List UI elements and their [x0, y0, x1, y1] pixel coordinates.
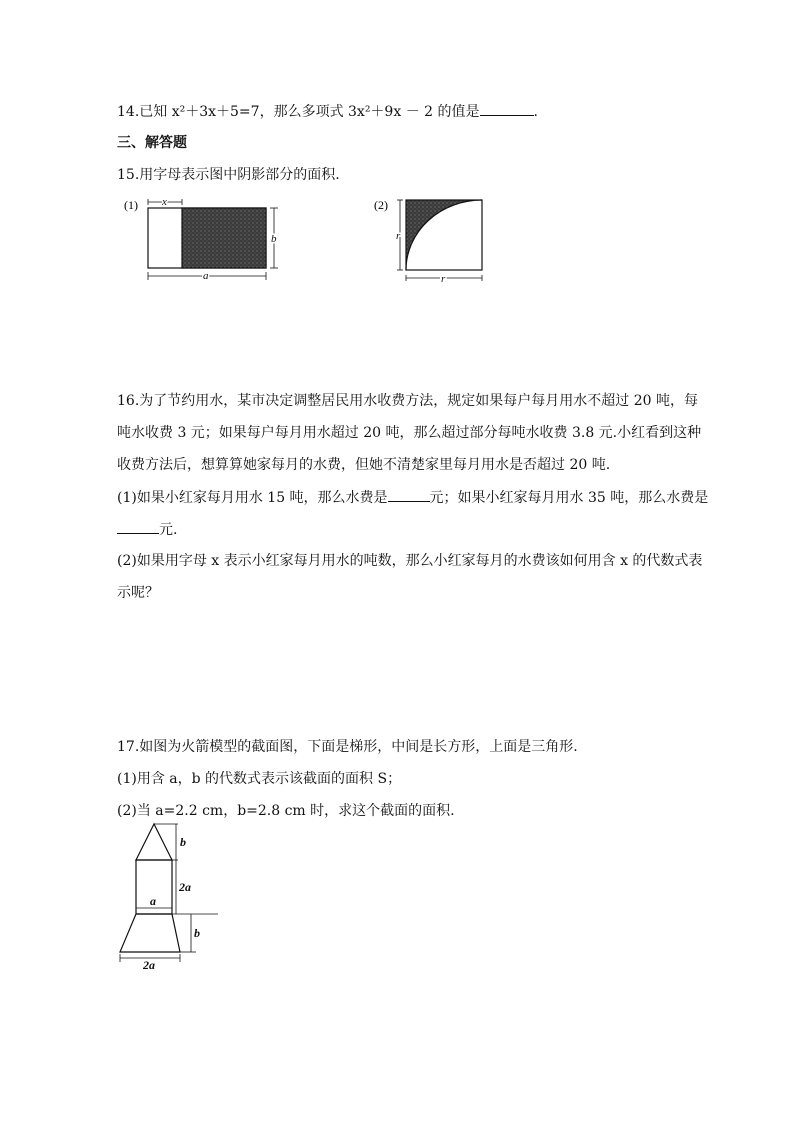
dim-bot-b-label: b	[194, 926, 200, 940]
part-1-text-c: 元.	[159, 522, 178, 538]
answer-blank	[117, 519, 159, 534]
rocket-trapezoid	[120, 914, 180, 952]
dim-b-label: b	[271, 233, 277, 245]
question-17-part-2: (2)当 a=2.2 cm，b=2.8 cm 时，求这个截面的面积.	[117, 803, 455, 819]
question-16-part-2-line-2: 示呢？	[117, 585, 159, 601]
dim-top-b-label: b	[180, 835, 186, 849]
rocket-triangle	[136, 824, 172, 860]
question-16-part-1	[117, 487, 708, 508]
figure-label-1: (1)	[124, 198, 138, 212]
question-14	[117, 101, 538, 122]
answer-blank	[388, 487, 430, 502]
dim-bot-2a-label: 2a	[143, 958, 155, 972]
shaded-region	[182, 208, 266, 268]
part-1-text-a: (1)如果小红家每月用水 15 吨，那么水费是	[117, 490, 388, 506]
dim-r-side-label: r	[396, 230, 401, 242]
question-16-line-2: 吨水收费 3 元；如果每户每月用水超过 20 吨，那么超过部分每吨水收费 3.8 元.小红看到这种	[117, 425, 702, 441]
rocket-figure	[116, 820, 226, 970]
dim-mid-2a-label: 2a	[179, 880, 191, 894]
figure-label-2: (2)	[374, 198, 388, 212]
question-17-part-1: (1)用含 a，b 的代数式表示该截面的面积 S；	[117, 771, 402, 787]
figure-15-1	[124, 194, 284, 284]
dim-x-label: x	[162, 196, 167, 208]
dim-mid-a-label: a	[150, 894, 156, 908]
part-1-text-b: 元；如果小红家每月用水 35 吨，那么水费是	[429, 490, 709, 506]
shaded-region	[406, 200, 482, 270]
question-14-text: 14.已知 x²＋3x＋5=7，那么多项式 3x²＋9x － 2 的值是	[117, 104, 480, 120]
figure-15-2	[374, 194, 494, 286]
question-15-text: 15.用字母表示图中阴影部分的面积.	[117, 167, 340, 183]
dim-r-bottom-label: r	[441, 273, 446, 285]
question-16-line-3: 收费方法后，想算算她家每月的水费，但她不清楚家里每月用水是否超过 20 吨.	[117, 457, 611, 473]
question-16-line-1: 16.为了节约用水，某市决定调整居民用水收费方法，规定如果每户每月用水不超过 20 吨，每	[117, 393, 698, 409]
question-14-period: .	[533, 104, 538, 120]
dim-a-label: a	[203, 270, 209, 282]
question-16-part-2-line-1: (2)如果用字母 x 表示小红家每月用水的吨数，那么小红家每月的水费该如何用含 x 的代数式表	[117, 553, 703, 569]
answer-blank	[480, 101, 534, 116]
question-16-part-1-cont	[117, 519, 177, 540]
section-heading: 三、解答题	[117, 135, 187, 151]
question-17-text: 17.如图为火箭模型的截面图，下面是梯形，中间是长方形，上面是三角形.	[117, 739, 578, 755]
